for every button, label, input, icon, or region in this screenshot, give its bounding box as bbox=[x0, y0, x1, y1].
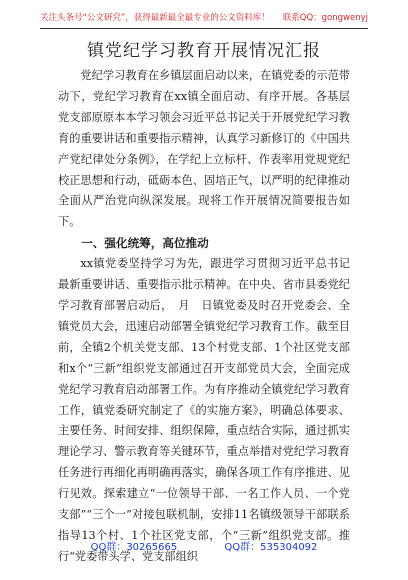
document-title: 镇党纪学习教育开展情况汇报 bbox=[87, 41, 321, 61]
section-heading: 一、强化统筹，高位推动 bbox=[81, 236, 209, 251]
footer-qq-group-2: QQ群：535304092 bbox=[224, 542, 318, 553]
section-paragraph: xx镇党委坚持学习为先，跟进学习贯彻习近平总书记最新重要讲话、重要指示批示精神。在中央、省市县委党纪学习教育部署启动后， 月 日镇党委及时召开党委会、全镇党员大会，迅速启动部署全镇党纪学习教育工作。截至目前，全镇2个机关党支部、13个村党支部、1个社区党支部和x个“三新”组织党支部通过召开支部党员大会，全面完成党纪学习教育启动部署工作。为有序推动全镇党纪学习教育工作，镇党委研究制定了《的实施方案》，明确总体要求、主要任务、时间安排、组织保障，重点结合实际，通过抓实理论学习、警示教育等关键环节，重点举措对党纪学习教育任务进行再细化再明确再落实，确保各项工作有序推进、见行见效。探索建立“一位领导干部、一名工作人员、一个党支部”“三个一”对接包联机制，安排11名镇级领导干部联系指导13个村、1个社区党支部，个“三新”组织党支部。推行“党委带头学、党支部组织 bbox=[58, 257, 350, 563]
document-body bbox=[58, 66, 350, 568]
header-left-text: 关注头条号“公文研究”，获得最新最全最专业的公文资料库！ bbox=[40, 13, 270, 23]
header-right-text: 联系QQ：gongwenyj bbox=[282, 13, 368, 23]
intro-paragraph: 党纪学习教育在乡镇层面启动以来，在镇党委的示范带动下，党纪学习教育在xx镇全面启动、有序开展。各基层党支部原原本本学习领会习近平总书记关于开展党纪学习教育的重要讲话和重要指示精神，认真学习新修订的《中国共产党纪律处分条例》，在学纪上立标杆、作表率用党规党纪校正思想和行动，砥砺本色、固培正气，以严明的纪律推动全面从严治党向纵深发展。现将工作开展情况简要报告如下。 bbox=[58, 69, 350, 229]
footer-qq-group-1: QQ群：30265665 bbox=[90, 542, 178, 553]
page-footer bbox=[0, 538, 408, 553]
page-header bbox=[40, 6, 368, 29]
